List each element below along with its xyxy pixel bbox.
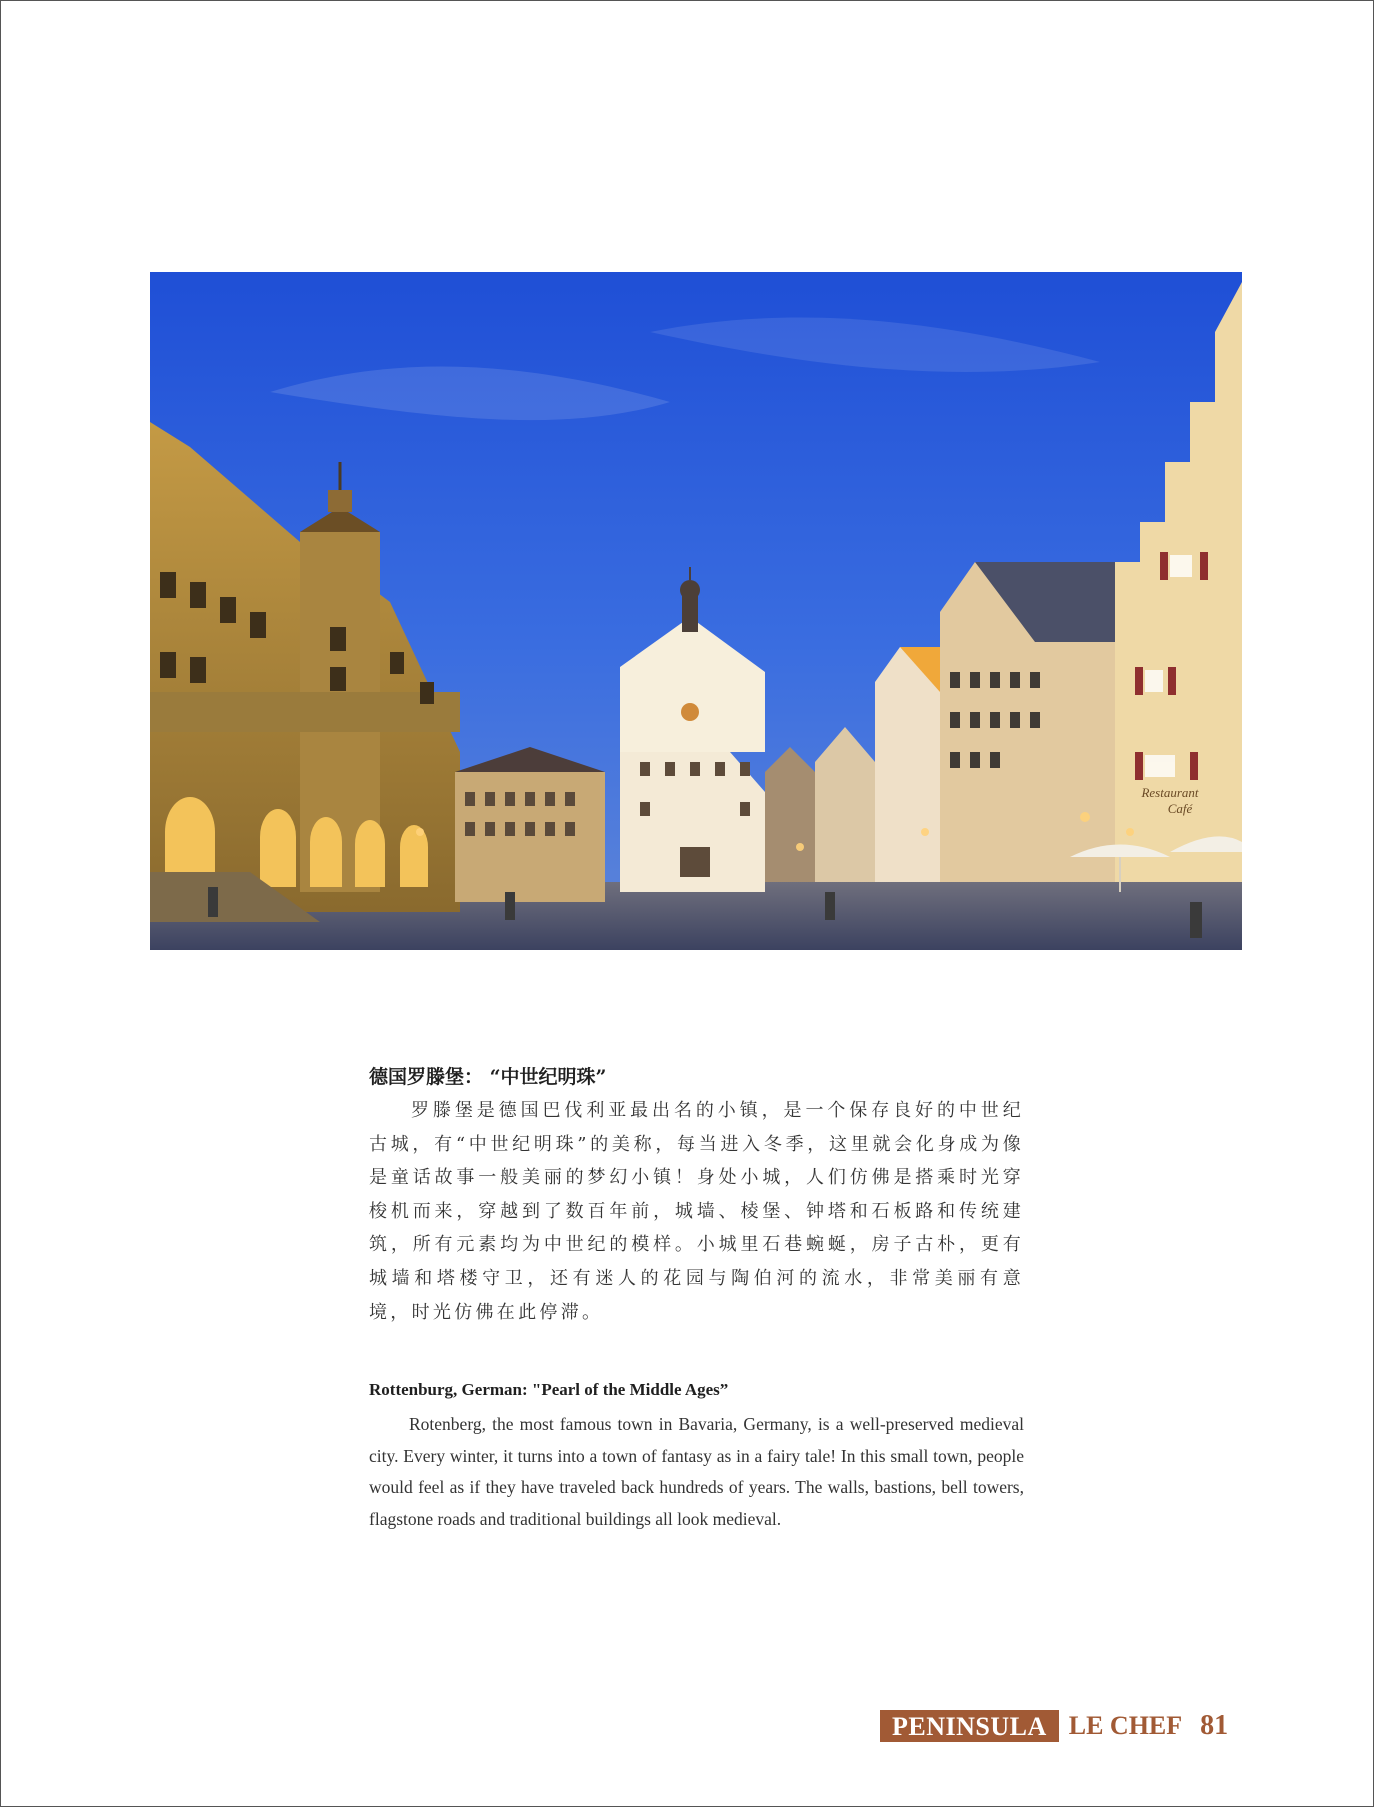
town-square-photo [150, 272, 1242, 950]
page-footer [880, 1710, 1228, 1742]
page-number: 81 [1200, 1710, 1229, 1741]
restaurant-sign-line1: Restaurant [1141, 785, 1199, 800]
en-article-title: Rottenburg, German: "Pearl of the Middle Ages” [369, 1380, 729, 1399]
en-article-body: Rotenberg, the most famous town in Bavaria, Germany, is a well-preserved medieval city. Every winter, it turns into a town of fantasy as in a fairy tale! In this small town, people would feel as if they have traveled back hundreds of years. The walls, bastions, bell towers, flagstone roads and traditional buildings all look medieval. [369, 1414, 1024, 1529]
restaurant-sign-line2: Café [1167, 801, 1193, 816]
zh-article-body: 罗滕堡是德国巴伐利亚最出名的小镇，是一个保存良好的中世纪古城，有“中世纪明珠”的美称，每当进入冬季，这里就会化身成为像是童话故事一般美丽的梦幻小镇！身处小城，人们仿佛是搭乘时光穿梭机而来，穿越到了数百年前，城墙、棱堡、钟塔和石板路和传统建筑，所有元素均为中世纪的模样。小城里石巷蜿蜒，房子古朴，更有城墙和塔楼守卫，还有迷人的花园与陶伯河的流水，非常美丽有意境，时光仿佛在此停滞。 [369, 1100, 1024, 1323]
zh-article-title: 德国罗滕堡： “中世纪明珠” [369, 1066, 607, 1088]
magazine-brand: PENINSULA [880, 1710, 1059, 1742]
magazine-subtitle: LE CHEF [1068, 1711, 1183, 1740]
